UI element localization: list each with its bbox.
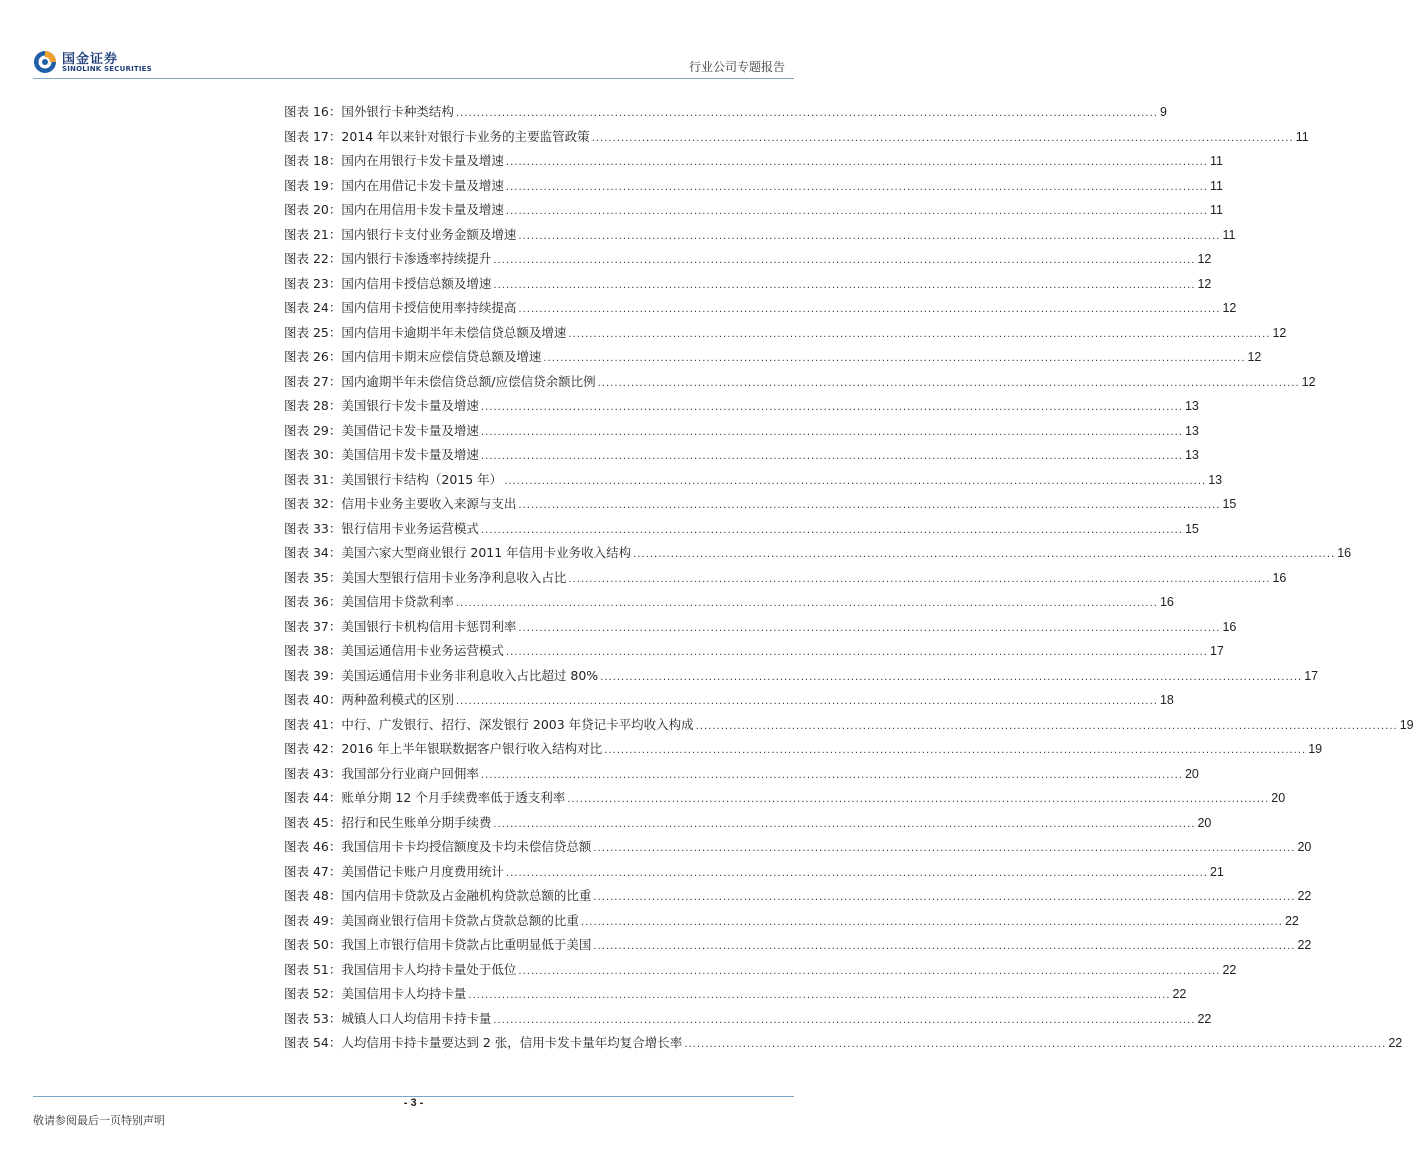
figure-table-of-contents bbox=[284, 100, 1414, 1056]
toc-dot-leader bbox=[481, 764, 1183, 789]
toc-entry[interactable] bbox=[284, 443, 1199, 468]
toc-entry[interactable] bbox=[284, 247, 1212, 272]
toc-dot-leader bbox=[481, 421, 1183, 446]
toc-entry-title: 招行和民生账单分期手续费 bbox=[341, 814, 492, 830]
toc-entry-title: 国内在用信用卡发卡量及增速 bbox=[341, 202, 504, 217]
toc-entry-page: 22 bbox=[1222, 962, 1237, 977]
header-divider bbox=[33, 78, 794, 79]
toc-entry-label: 图表 50： bbox=[284, 937, 342, 952]
toc-entry-title: 美国银行卡结构（2015 年） bbox=[341, 471, 503, 487]
toc-entry-label: 图表 34： bbox=[284, 545, 342, 560]
toc-dot-leader bbox=[506, 641, 1208, 666]
toc-entry-title: 人均信用卡持卡量要达到 2 张，信用卡发卡量年均复合增长率 bbox=[341, 1035, 683, 1050]
toc-entry-page: 11 bbox=[1222, 227, 1236, 242]
toc-entry[interactable] bbox=[284, 125, 1309, 150]
toc-entry-page: 12 bbox=[1197, 276, 1212, 291]
toc-entry-title: 美国借记卡发卡量及增速 bbox=[341, 422, 479, 438]
toc-entry-page: 16 bbox=[1337, 546, 1352, 560]
toc-entry[interactable] bbox=[284, 615, 1237, 640]
toc-entry-title: 国内银行卡支付业务金额及增速 bbox=[341, 226, 517, 242]
toc-entry[interactable] bbox=[284, 541, 1352, 566]
toc-dot-leader bbox=[468, 984, 1170, 1009]
toc-dot-leader bbox=[506, 176, 1208, 201]
toc-entry-page: 17 bbox=[1209, 644, 1224, 658]
toc-entry-title: 账单分期 12 个月手续费率低于透支利率 bbox=[341, 790, 566, 805]
toc-entry[interactable] bbox=[284, 345, 1262, 370]
toc-entry[interactable] bbox=[284, 786, 1286, 811]
toc-entry-title: 美国银行卡发卡量及增速 bbox=[341, 398, 479, 413]
logo-english-name: SINOLINK SECURITIES bbox=[62, 65, 152, 73]
toc-entry[interactable] bbox=[284, 713, 1414, 738]
toc-entry-page: 13 bbox=[1184, 448, 1199, 462]
toc-entry[interactable] bbox=[284, 198, 1223, 223]
toc-entry[interactable] bbox=[284, 468, 1223, 493]
toc-dot-leader bbox=[593, 886, 1295, 911]
toc-entry-label: 图表 43： bbox=[284, 765, 342, 781]
toc-entry-title: 国内在用银行卡发卡量及增速 bbox=[341, 153, 504, 168]
toc-entry-label: 图表 25： bbox=[284, 324, 342, 340]
toc-entry-page: 12 bbox=[1272, 325, 1287, 340]
toc-entry[interactable] bbox=[284, 492, 1237, 517]
toc-entry-page: 20 bbox=[1271, 791, 1286, 805]
toc-entry-label: 图表 40： bbox=[284, 692, 342, 707]
toc-entry-label: 图表 36： bbox=[284, 594, 342, 609]
toc-dot-leader bbox=[493, 249, 1195, 274]
toc-entry[interactable] bbox=[284, 762, 1199, 787]
toc-dot-leader bbox=[493, 813, 1195, 838]
toc-entry-title: 国内在用借记卡发卡量及增速 bbox=[341, 177, 504, 193]
toc-dot-leader bbox=[481, 396, 1183, 421]
toc-entry[interactable] bbox=[284, 737, 1323, 762]
toc-entry[interactable] bbox=[284, 1031, 1403, 1056]
toc-dot-leader bbox=[518, 298, 1220, 323]
toc-entry-label: 图表 27： bbox=[284, 373, 342, 389]
toc-entry-title: 2016 年上半年银联数据客户银行收入结构对比 bbox=[341, 741, 603, 756]
toc-entry-page: 12 bbox=[1301, 374, 1316, 389]
toc-dot-leader bbox=[600, 666, 1302, 691]
toc-entry[interactable] bbox=[284, 933, 1312, 958]
toc-entry-label: 图表 48： bbox=[284, 888, 342, 903]
toc-dot-leader bbox=[593, 935, 1295, 960]
toc-entry-title: 美国运通信用卡业务非利息收入占比超过 80% bbox=[341, 667, 599, 683]
toc-entry-title: 城镇人口人均信用卡持卡量 bbox=[341, 1010, 492, 1026]
toc-dot-leader bbox=[684, 1033, 1386, 1058]
toc-entry-label: 图表 51： bbox=[284, 961, 342, 977]
toc-entry-title: 国外银行卡种类结构 bbox=[341, 104, 454, 119]
toc-entry-label: 图表 39： bbox=[284, 667, 342, 683]
toc-dot-leader bbox=[696, 715, 1398, 740]
toc-entry-label: 图表 17： bbox=[284, 128, 342, 144]
toc-entry[interactable] bbox=[284, 958, 1237, 983]
toc-dot-leader bbox=[567, 788, 1269, 813]
toc-entry-title: 我国部分行业商户回佣率 bbox=[341, 765, 479, 781]
toc-entry-label: 图表 23： bbox=[284, 275, 342, 291]
toc-entry-label: 图表 46： bbox=[284, 839, 342, 854]
toc-dot-leader bbox=[456, 592, 1158, 617]
report-type-label: 行业公司专题报告 bbox=[688, 60, 785, 74]
toc-entry-page: 22 bbox=[1172, 987, 1187, 1001]
toc-dot-leader bbox=[506, 200, 1208, 225]
page-header bbox=[0, 0, 827, 80]
toc-entry-title: 2014 年以来针对银行卡业务的主要监管政策 bbox=[341, 128, 590, 144]
toc-entry-page: 12 bbox=[1247, 350, 1262, 364]
toc-entry-label: 图表 53： bbox=[284, 1010, 342, 1026]
toc-dot-leader bbox=[493, 274, 1195, 299]
toc-dot-leader bbox=[481, 445, 1183, 470]
toc-entry-title: 美国银行卡机构信用卡惩罚利率 bbox=[341, 618, 517, 634]
toc-dot-leader bbox=[568, 568, 1270, 593]
toc-dot-leader bbox=[592, 127, 1294, 152]
toc-entry-title: 国内信用卡期末应偿信贷总额及增速 bbox=[341, 349, 542, 364]
toc-entry-label: 图表 26： bbox=[284, 349, 342, 364]
toc-entry-label: 图表 31： bbox=[284, 471, 342, 487]
toc-entry-label: 图表 38： bbox=[284, 643, 342, 658]
toc-entry-title: 银行信用卡业务运营模式 bbox=[341, 520, 479, 536]
toc-entry-page: 11 bbox=[1295, 129, 1309, 144]
toc-entry[interactable] bbox=[284, 566, 1287, 591]
toc-dot-leader bbox=[506, 151, 1208, 176]
logo-chinese-name: 国金证券 bbox=[62, 52, 119, 67]
toc-entry[interactable] bbox=[284, 394, 1199, 419]
toc-entry[interactable] bbox=[284, 664, 1319, 689]
toc-entry-page: 11 bbox=[1209, 203, 1223, 217]
company-logo bbox=[33, 46, 173, 78]
toc-entry[interactable] bbox=[284, 590, 1174, 615]
toc-dot-leader bbox=[633, 543, 1335, 568]
toc-entry-page: 12 bbox=[1197, 252, 1212, 266]
toc-entry-label: 图表 33： bbox=[284, 520, 342, 536]
toc-dot-leader bbox=[518, 960, 1220, 985]
toc-entry-title: 美国信用卡贷款利率 bbox=[341, 594, 454, 609]
toc-dot-leader bbox=[504, 470, 1206, 495]
toc-entry-title: 国内信用卡授信总额及增速 bbox=[341, 275, 492, 291]
toc-entry-label: 图表 29： bbox=[284, 422, 342, 438]
toc-dot-leader bbox=[581, 911, 1283, 936]
toc-entry-label: 图表 52： bbox=[284, 986, 342, 1001]
toc-entry-page: 20 bbox=[1184, 766, 1199, 781]
toc-entry-title: 美国借记卡账户月度费用统计 bbox=[341, 863, 504, 879]
toc-entry[interactable] bbox=[284, 860, 1224, 885]
toc-entry-label: 图表 22： bbox=[284, 251, 342, 266]
toc-entry-label: 图表 42： bbox=[284, 741, 342, 756]
toc-entry-label: 图表 41： bbox=[284, 716, 342, 732]
toc-entry-label: 图表 49： bbox=[284, 912, 342, 928]
toc-entry-page: 19 bbox=[1399, 717, 1414, 732]
toc-entry-label: 图表 19： bbox=[284, 177, 342, 193]
toc-entry-page: 22 bbox=[1388, 1036, 1403, 1050]
toc-entry[interactable] bbox=[284, 321, 1287, 346]
toc-entry[interactable] bbox=[284, 811, 1212, 836]
toc-entry-title: 中行、广发银行、招行、深发银行 2003 年贷记卡平均收入构成 bbox=[341, 716, 694, 732]
toc-entry-page: 12 bbox=[1222, 301, 1237, 315]
toc-entry-title: 美国信用卡发卡量及增速 bbox=[341, 447, 479, 462]
toc-entry-page: 16 bbox=[1272, 570, 1287, 585]
toc-entry[interactable] bbox=[284, 174, 1223, 199]
disclaimer-note: 敬请参阅最后一页特别声明 bbox=[33, 1114, 165, 1127]
toc-entry[interactable] bbox=[284, 982, 1187, 1007]
toc-entry-label: 图表 21： bbox=[284, 226, 342, 242]
toc-dot-leader bbox=[518, 494, 1220, 519]
toc-dot-leader bbox=[518, 225, 1220, 250]
toc-entry[interactable] bbox=[284, 909, 1299, 934]
toc-entry-page: 13 bbox=[1208, 472, 1223, 487]
toc-entry[interactable] bbox=[284, 688, 1174, 713]
toc-entry[interactable] bbox=[284, 835, 1312, 860]
toc-entry-label: 图表 30： bbox=[284, 447, 342, 462]
toc-entry-page: 11 bbox=[1209, 178, 1223, 193]
toc-entry-page: 15 bbox=[1184, 521, 1199, 536]
toc-entry-title: 美国六家大型商业银行 2011 年信用卡业务收入结构 bbox=[341, 545, 632, 560]
toc-dot-leader bbox=[456, 102, 1158, 127]
toc-entry[interactable] bbox=[284, 639, 1224, 664]
toc-entry-label: 图表 37： bbox=[284, 618, 342, 634]
toc-entry-title: 我国上市银行信用卡贷款占比重明显低于美国 bbox=[341, 937, 592, 952]
toc-entry[interactable] bbox=[284, 223, 1236, 248]
toc-entry-page: 22 bbox=[1284, 913, 1299, 928]
toc-entry-page: 20 bbox=[1297, 840, 1312, 854]
toc-entry-label: 图表 44： bbox=[284, 790, 342, 805]
toc-entry[interactable] bbox=[284, 296, 1237, 321]
toc-entry-title: 美国大型银行信用卡业务净利息收入占比 bbox=[341, 569, 567, 585]
toc-entry-label: 图表 54： bbox=[284, 1035, 342, 1050]
toc-entry-title: 国内银行卡渗透率持续提升 bbox=[341, 251, 492, 266]
toc-dot-leader bbox=[518, 617, 1220, 642]
toc-entry-title: 国内信用卡逾期半年未偿信贷总额及增速 bbox=[341, 324, 567, 340]
toc-entry-label: 图表 28： bbox=[284, 398, 342, 413]
toc-entry[interactable] bbox=[284, 884, 1312, 909]
toc-entry[interactable] bbox=[284, 149, 1223, 174]
toc-entry-label: 图表 24： bbox=[284, 300, 342, 315]
toc-entry-title: 信用卡业务主要收入来源与支出 bbox=[341, 496, 517, 511]
toc-entry-title: 我国信用卡卡均授信额度及卡均未偿信贷总额 bbox=[341, 839, 592, 854]
toc-entry-label: 图表 45： bbox=[284, 814, 342, 830]
toc-dot-leader bbox=[456, 690, 1158, 715]
toc-entry-page: 16 bbox=[1159, 595, 1174, 609]
toc-entry-page: 22 bbox=[1297, 938, 1312, 952]
toc-entry-label: 图表 32： bbox=[284, 496, 342, 511]
toc-entry-title: 两种盈利模式的区别 bbox=[341, 692, 454, 707]
toc-entry-page: 16 bbox=[1222, 619, 1237, 634]
toc-entry-title: 美国商业银行信用卡贷款占贷款总额的比重 bbox=[341, 912, 579, 928]
toc-entry-title: 国内逾期半年未偿信贷总额/应偿信贷余额比例 bbox=[341, 373, 596, 389]
toc-entry-title: 美国信用卡人均持卡量 bbox=[341, 986, 467, 1001]
toc-entry-label: 图表 18： bbox=[284, 153, 342, 168]
toc-dot-leader bbox=[593, 837, 1295, 862]
toc-entry-page: 9 bbox=[1159, 105, 1167, 119]
toc-entry-label: 图表 35： bbox=[284, 569, 342, 585]
toc-entry-page: 15 bbox=[1222, 497, 1237, 511]
toc-entry-page: 17 bbox=[1304, 668, 1319, 683]
toc-entry-label: 图表 16： bbox=[284, 104, 342, 119]
toc-entry-page: 22 bbox=[1297, 889, 1312, 903]
toc-entry-title: 美国运通信用卡业务运营模式 bbox=[341, 643, 504, 658]
toc-entry-page: 21 bbox=[1209, 864, 1224, 879]
toc-entry[interactable] bbox=[284, 100, 1167, 125]
page-number: - 3 - bbox=[403, 1097, 424, 1109]
toc-entry-page: 13 bbox=[1184, 423, 1199, 438]
toc-entry[interactable] bbox=[284, 419, 1199, 444]
toc-entry[interactable] bbox=[284, 1007, 1212, 1032]
logo-mark-icon bbox=[33, 50, 57, 74]
toc-entry-title: 国内信用卡授信使用率持续提高 bbox=[341, 300, 517, 315]
toc-entry-label: 图表 47： bbox=[284, 863, 342, 879]
toc-entry-page: 11 bbox=[1209, 154, 1223, 168]
toc-entry-title: 我国信用卡人均持卡量处于低位 bbox=[341, 961, 517, 977]
toc-dot-leader bbox=[481, 519, 1183, 544]
toc-entry-title: 国内信用卡贷款及占金融机构贷款总额的比重 bbox=[341, 888, 592, 903]
toc-dot-leader bbox=[543, 347, 1245, 372]
toc-entry-page: 20 bbox=[1197, 815, 1212, 830]
toc-dot-leader bbox=[506, 862, 1208, 887]
toc-dot-leader bbox=[568, 323, 1270, 348]
toc-dot-leader bbox=[604, 739, 1306, 764]
toc-entry[interactable] bbox=[284, 272, 1212, 297]
toc-entry-page: 19 bbox=[1308, 742, 1323, 756]
toc-entry-page: 13 bbox=[1184, 399, 1199, 413]
toc-entry[interactable] bbox=[284, 517, 1199, 542]
toc-dot-leader bbox=[493, 1009, 1195, 1034]
toc-entry-page: 22 bbox=[1197, 1011, 1212, 1026]
toc-entry[interactable] bbox=[284, 370, 1316, 395]
toc-entry-label: 图表 20： bbox=[284, 202, 342, 217]
toc-entry-page: 18 bbox=[1159, 693, 1174, 707]
toc-dot-leader bbox=[598, 372, 1300, 397]
